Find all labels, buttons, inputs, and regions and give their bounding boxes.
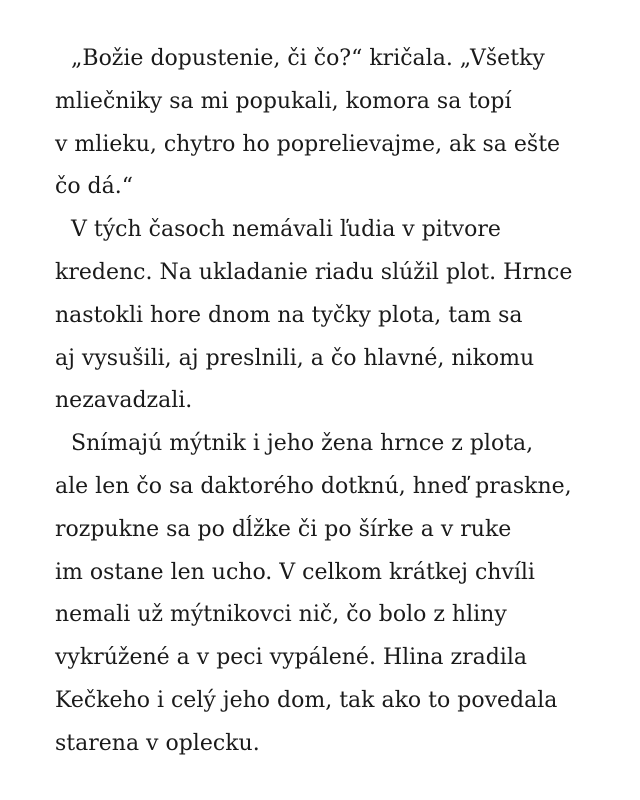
paragraph: [55, 209, 615, 423]
text-line: čo dá.“: [55, 174, 133, 200]
text-line: ale len čo sa daktorého dotknú, hneď praskne,: [55, 473, 572, 499]
text-line: „Božie dopustenie, či čo?“ kričala. „Všetky: [71, 46, 545, 71]
paragraph: [55, 38, 615, 209]
text-line: Kečkeho i celý jeho dom, tak ako to povedala: [55, 687, 558, 713]
text-line: V tých časoch nemávali ľudia v pitvore: [71, 217, 501, 243]
book-page-text: [55, 38, 615, 766]
text-line: starena v oplecku.: [55, 730, 260, 756]
text-line: nastokli hore dnom na tyčky plota, tam sa: [55, 302, 523, 328]
paragraph: [55, 423, 615, 765]
text-line: Snímajú mýtnik i jeho žena hrnce z plota,: [71, 431, 534, 457]
text-line: rozpukne sa po dĺžke či po šírke a v ruke: [55, 516, 512, 542]
text-line: aj vysušili, aj preslnili, a čo hlavné, nikomu: [55, 345, 535, 371]
text-line: mliečniky sa mi popukali, komora sa topí: [55, 88, 512, 114]
text-line: nezavadzali.: [55, 388, 193, 414]
text-line: im ostane len ucho. V celkom krátkej chvíli: [55, 559, 535, 585]
text-line: kredenc. Na ukladanie riadu slúžil plot. Hrnce: [55, 259, 573, 285]
text-line: nemali už mýtnikovci nič, čo bolo z hliny: [55, 602, 507, 628]
text-line: vykrúžené a v peci vypálené. Hlina zradila: [55, 645, 527, 671]
text-line: v mlieku, chytro ho poprelievajme, ak sa ešte: [55, 131, 561, 157]
